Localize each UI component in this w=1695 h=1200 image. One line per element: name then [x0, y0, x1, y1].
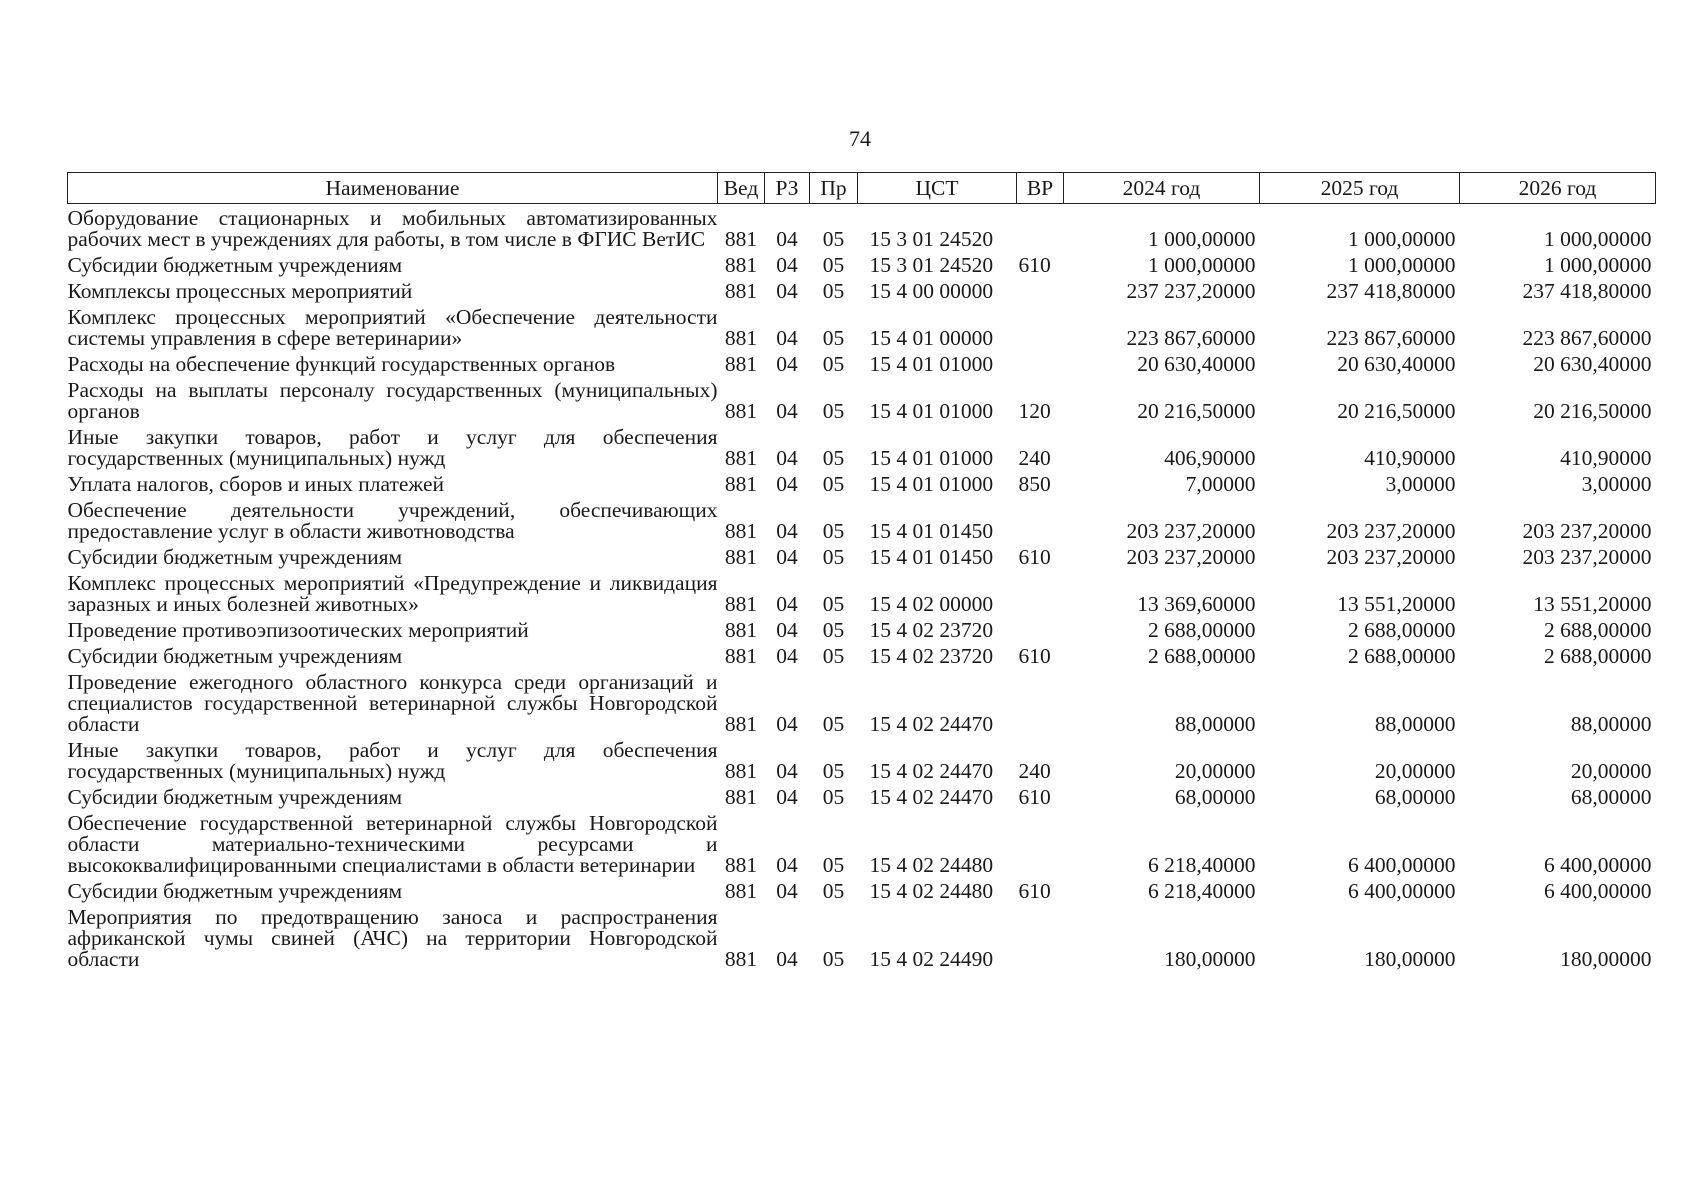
- cell-pr: 05: [822, 399, 845, 423]
- cell-y2024: 1 000,00000: [1148, 253, 1256, 277]
- cell-pr: 05: [822, 759, 845, 783]
- cell-cst: 15 4 01 01450: [869, 545, 994, 569]
- row-name-text: Проведение противоэпизоотических мероприятий: [67, 618, 529, 642]
- cell-ved: 881: [724, 785, 758, 809]
- table-row: [68, 902, 1656, 970]
- cell-rz: 04: [776, 853, 798, 877]
- cell-name: [68, 422, 718, 469]
- cell-cst: 15 4 02 24470: [869, 712, 994, 736]
- table-body: [68, 204, 1656, 971]
- cell-vr: [1017, 615, 1064, 641]
- row-name-text: Уплата налогов, сборов и иных платежей: [67, 472, 445, 496]
- cell-vr: 120: [1018, 399, 1051, 423]
- cell-cst: 15 3 01 24520: [869, 227, 994, 251]
- row-name-text: Субсидии бюджетным учреждениям: [67, 545, 403, 569]
- cell-y2024: 223 867,60000: [1126, 326, 1256, 350]
- cell-vr: [1017, 302, 1064, 349]
- cell-vr: [1017, 808, 1064, 876]
- cell-y2025: 20 630,40000: [1337, 352, 1456, 376]
- cell-y2026: 2 688,00000: [1544, 618, 1652, 642]
- cell-rz: 04: [776, 399, 798, 423]
- cell-cst: 15 4 00 00000: [869, 279, 994, 303]
- cell-vr: [1017, 568, 1064, 615]
- cell-y2026: 203 237,20000: [1522, 519, 1652, 543]
- cell-y2026: 6 400,00000: [1544, 853, 1652, 877]
- cell-y2026: 223 867,60000: [1522, 326, 1652, 350]
- row-name-text: Иные закупки товаров, работ и услуг для обеспечения государственных (муниципальных) нужд: [67, 738, 718, 783]
- cell-ved: 881: [724, 947, 758, 971]
- cell-vr: 610: [1018, 879, 1051, 903]
- cell-vr: 610: [1018, 644, 1051, 668]
- cell-vr: [1017, 276, 1064, 302]
- cell-y2024: 203 237,20000: [1126, 519, 1256, 543]
- cell-cst: 15 4 01 01000: [869, 472, 994, 496]
- row-name-text: Комплекс процессных мероприятий «Обеспечение деятельности системы управления в сфере ветеринарии»: [67, 305, 718, 350]
- cell-rz: 04: [776, 446, 798, 470]
- cell-rz: 04: [776, 326, 798, 350]
- cell-vr: [1017, 667, 1064, 735]
- cell-y2024: 7,00000: [1185, 472, 1256, 496]
- cell-y2024: 68,00000: [1174, 785, 1256, 809]
- header-pr: Пр: [810, 173, 858, 204]
- cell-y2026: 13 551,20000: [1533, 592, 1652, 616]
- cell-y2025: 6 400,00000: [1348, 853, 1456, 877]
- table-row: [68, 808, 1656, 876]
- table-row: [68, 250, 1656, 276]
- header-rz: РЗ: [765, 173, 810, 204]
- cell-y2024: 2 688,00000: [1148, 644, 1256, 668]
- cell-y2026: 2 688,00000: [1544, 644, 1652, 668]
- table-row: [68, 782, 1656, 808]
- cell-rz: 04: [776, 644, 798, 668]
- cell-y2024: 6 218,40000: [1148, 853, 1256, 877]
- row-name-text: Субсидии бюджетным учреждениям: [67, 644, 403, 668]
- cell-name: [68, 250, 718, 276]
- table-row: [68, 204, 1656, 251]
- header-ved: Вед: [718, 173, 765, 204]
- cell-ved: 881: [724, 712, 758, 736]
- cell-pr: 05: [822, 253, 845, 277]
- cell-ved: 881: [724, 472, 758, 496]
- cell-name: [68, 667, 718, 735]
- row-name-text: Комплексы процессных мероприятий: [67, 279, 413, 303]
- cell-y2024: 203 237,20000: [1126, 545, 1256, 569]
- page-number: 74: [849, 126, 871, 151]
- row-name-text: Субсидии бюджетным учреждениям: [67, 253, 403, 277]
- cell-rz: 04: [776, 352, 798, 376]
- cell-y2024: 20 216,50000: [1137, 399, 1256, 423]
- cell-ved: 881: [724, 644, 758, 668]
- cell-name: [68, 495, 718, 542]
- cell-vr: 610: [1018, 785, 1051, 809]
- row-name-text: Иные закупки товаров, работ и услуг для обеспечения государственных (муниципальных) нужд: [67, 425, 718, 470]
- cell-name: [68, 735, 718, 782]
- cell-name: [68, 276, 718, 302]
- cell-pr: 05: [822, 592, 845, 616]
- cell-y2025: 1 000,00000: [1348, 227, 1456, 251]
- cell-vr: 240: [1018, 446, 1051, 470]
- cell-y2025: 223 867,60000: [1326, 326, 1456, 350]
- table-row: [68, 615, 1656, 641]
- cell-pr: 05: [822, 712, 845, 736]
- row-name-text: Проведение ежегодного областного конкурса среди организаций и специалистов государственной ветеринарной службы Новгородской области: [67, 670, 718, 736]
- cell-vr: [1017, 204, 1064, 251]
- cell-y2026: 1 000,00000: [1544, 227, 1652, 251]
- cell-rz: 04: [776, 227, 798, 251]
- cell-y2024: 406,90000: [1164, 446, 1256, 470]
- cell-cst: 15 3 01 24520: [869, 253, 994, 277]
- cell-y2025: 2 688,00000: [1348, 644, 1456, 668]
- cell-vr: 610: [1018, 545, 1051, 569]
- cell-pr: 05: [822, 352, 845, 376]
- cell-rz: 04: [776, 472, 798, 496]
- cell-rz: 04: [776, 879, 798, 903]
- cell-ved: 881: [724, 592, 758, 616]
- cell-ved: 881: [724, 618, 758, 642]
- cell-cst: 15 4 02 24470: [869, 785, 994, 809]
- cell-pr: 05: [822, 545, 845, 569]
- cell-pr: 05: [822, 785, 845, 809]
- cell-pr: 05: [822, 879, 845, 903]
- table-row: [68, 568, 1656, 615]
- cell-cst: 15 4 02 23720: [869, 618, 994, 642]
- cell-ved: 881: [724, 352, 758, 376]
- cell-rz: 04: [776, 759, 798, 783]
- cell-cst: 15 4 02 24480: [869, 879, 994, 903]
- cell-rz: 04: [776, 712, 798, 736]
- cell-y2026: 68,00000: [1570, 785, 1652, 809]
- cell-y2024: 20 630,40000: [1137, 352, 1256, 376]
- cell-vr: 240: [1018, 759, 1051, 783]
- row-name-text: Расходы на выплаты персоналу государственных (муниципальных) органов: [67, 378, 718, 423]
- cell-cst: 15 4 01 00000: [869, 326, 994, 350]
- cell-y2025: 3,00000: [1385, 472, 1456, 496]
- cell-ved: 881: [724, 853, 758, 877]
- cell-name: [68, 782, 718, 808]
- table-row: [68, 422, 1656, 469]
- cell-rz: 04: [776, 947, 798, 971]
- cell-pr: 05: [822, 472, 845, 496]
- header-vr: ВР: [1017, 173, 1064, 204]
- cell-name: [68, 615, 718, 641]
- table-row: [68, 469, 1656, 495]
- table-row: [68, 276, 1656, 302]
- cell-pr: 05: [822, 227, 845, 251]
- table-row: [68, 495, 1656, 542]
- cell-cst: 15 4 02 23720: [869, 644, 994, 668]
- cell-y2025: 2 688,00000: [1348, 618, 1456, 642]
- cell-name: [68, 902, 718, 970]
- cell-cst: 15 4 01 01000: [869, 399, 994, 423]
- cell-pr: 05: [822, 279, 845, 303]
- cell-y2026: 20,00000: [1570, 759, 1652, 783]
- cell-cst: 15 4 02 24470: [869, 759, 994, 783]
- table-row: [68, 302, 1656, 349]
- cell-ved: 881: [724, 446, 758, 470]
- cell-rz: 04: [776, 592, 798, 616]
- row-name-text: Расходы на обеспечение функций государственных органов: [67, 352, 616, 376]
- cell-y2024: 88,00000: [1174, 712, 1256, 736]
- cell-pr: 05: [822, 446, 845, 470]
- cell-y2025: 68,00000: [1374, 785, 1456, 809]
- cell-name: [68, 349, 718, 375]
- cell-y2026: 410,90000: [1560, 446, 1652, 470]
- cell-y2026: 203 237,20000: [1522, 545, 1652, 569]
- table-row: [68, 735, 1656, 782]
- cell-y2026: 88,00000: [1570, 712, 1652, 736]
- cell-y2025: 88,00000: [1374, 712, 1456, 736]
- cell-ved: 881: [724, 399, 758, 423]
- cell-ved: 881: [724, 545, 758, 569]
- cell-y2025: 6 400,00000: [1348, 879, 1456, 903]
- cell-y2024: 237 237,20000: [1126, 279, 1256, 303]
- cell-name: [68, 375, 718, 422]
- cell-ved: 881: [724, 326, 758, 350]
- cell-cst: 15 4 01 01450: [869, 519, 994, 543]
- header-name: Наименование: [68, 173, 718, 204]
- cell-y2024: 2 688,00000: [1148, 618, 1256, 642]
- cell-cst: 15 4 02 24490: [869, 947, 994, 971]
- cell-y2025: 13 551,20000: [1337, 592, 1456, 616]
- cell-rz: 04: [776, 785, 798, 809]
- row-name-text: Субсидии бюджетным учреждениям: [67, 785, 403, 809]
- cell-ved: 881: [724, 253, 758, 277]
- cell-ved: 881: [724, 279, 758, 303]
- cell-y2025: 237 418,80000: [1326, 279, 1456, 303]
- cell-y2026: 1 000,00000: [1544, 253, 1652, 277]
- table-row: [68, 876, 1656, 902]
- cell-y2025: 203 237,20000: [1326, 519, 1456, 543]
- cell-rz: 04: [776, 279, 798, 303]
- cell-name: [68, 876, 718, 902]
- cell-name: [68, 542, 718, 568]
- cell-name: [68, 808, 718, 876]
- cell-y2025: 410,90000: [1364, 446, 1456, 470]
- cell-vr: [1017, 349, 1064, 375]
- cell-pr: 05: [822, 618, 845, 642]
- cell-rz: 04: [776, 519, 798, 543]
- table-header: [68, 173, 1656, 204]
- cell-name: [68, 568, 718, 615]
- cell-name: [68, 204, 718, 251]
- cell-y2025: 180,00000: [1364, 947, 1456, 971]
- cell-y2024: 1 000,00000: [1148, 227, 1256, 251]
- cell-name: [68, 469, 718, 495]
- cell-y2025: 20 216,50000: [1337, 399, 1456, 423]
- cell-ved: 881: [724, 227, 758, 251]
- row-name-text: Обеспечение деятельности учреждений, обеспечивающих предоставление услуг в области животноводства: [67, 498, 718, 543]
- cell-y2024: 6 218,40000: [1148, 879, 1256, 903]
- cell-y2026: 3,00000: [1581, 472, 1652, 496]
- cell-y2026: 237 418,80000: [1522, 279, 1652, 303]
- cell-pr: 05: [822, 326, 845, 350]
- cell-y2024: 20,00000: [1174, 759, 1256, 783]
- header-2026: 2026 год: [1460, 173, 1656, 204]
- cell-vr: 610: [1018, 253, 1051, 277]
- table-row: [68, 667, 1656, 735]
- table-row: [68, 349, 1656, 375]
- cell-cst: 15 4 01 01000: [869, 446, 994, 470]
- cell-ved: 881: [724, 759, 758, 783]
- cell-ved: 881: [724, 519, 758, 543]
- cell-ved: 881: [724, 879, 758, 903]
- cell-vr: [1017, 902, 1064, 970]
- header-2025: 2025 год: [1260, 173, 1460, 204]
- cell-cst: 15 4 01 01000: [869, 352, 994, 376]
- cell-pr: 05: [822, 853, 845, 877]
- cell-y2025: 1 000,00000: [1348, 253, 1456, 277]
- header-2024: 2024 год: [1064, 173, 1260, 204]
- cell-name: [68, 641, 718, 667]
- table-row: [68, 375, 1656, 422]
- cell-pr: 05: [822, 644, 845, 668]
- cell-y2024: 180,00000: [1164, 947, 1256, 971]
- cell-pr: 05: [822, 947, 845, 971]
- cell-rz: 04: [776, 253, 798, 277]
- row-name-text: Субсидии бюджетным учреждениям: [67, 879, 403, 903]
- cell-y2026: 20 216,50000: [1533, 399, 1652, 423]
- table-row: [68, 641, 1656, 667]
- row-name-text: Оборудование стационарных и мобильных автоматизированных рабочих мест в учреждениях для работы, в том числе в ФГИС ВетИС: [67, 206, 718, 251]
- row-name-text: Мероприятия по предотвращению заноса и распространения африканской чумы свиней (АЧС) на территории Новгородской области: [67, 905, 718, 971]
- cell-y2026: 180,00000: [1560, 947, 1652, 971]
- header-cst: ЦСТ: [858, 173, 1017, 204]
- cell-y2024: 13 369,60000: [1137, 592, 1256, 616]
- cell-y2026: 6 400,00000: [1544, 879, 1652, 903]
- row-name-text: Обеспечение государственной ветеринарной службы Новгородской области материально-техническими ресурсами и высококвалифицированными специалистами в области ветеринарии: [67, 811, 718, 877]
- cell-y2026: 20 630,40000: [1533, 352, 1652, 376]
- cell-vr: 850: [1018, 472, 1051, 496]
- cell-y2025: 203 237,20000: [1326, 545, 1456, 569]
- cell-rz: 04: [776, 618, 798, 642]
- cell-pr: 05: [822, 519, 845, 543]
- cell-name: [68, 302, 718, 349]
- cell-cst: 15 4 02 24480: [869, 853, 994, 877]
- cell-vr: [1017, 495, 1064, 542]
- cell-cst: 15 4 02 00000: [869, 592, 994, 616]
- table-row: [68, 542, 1656, 568]
- budget-table: [67, 172, 1656, 970]
- cell-rz: 04: [776, 545, 798, 569]
- row-name-text: Комплекс процессных мероприятий «Предупреждение и ликвидация заразных и иных болезней животных»: [67, 571, 718, 616]
- cell-y2025: 20,00000: [1374, 759, 1456, 783]
